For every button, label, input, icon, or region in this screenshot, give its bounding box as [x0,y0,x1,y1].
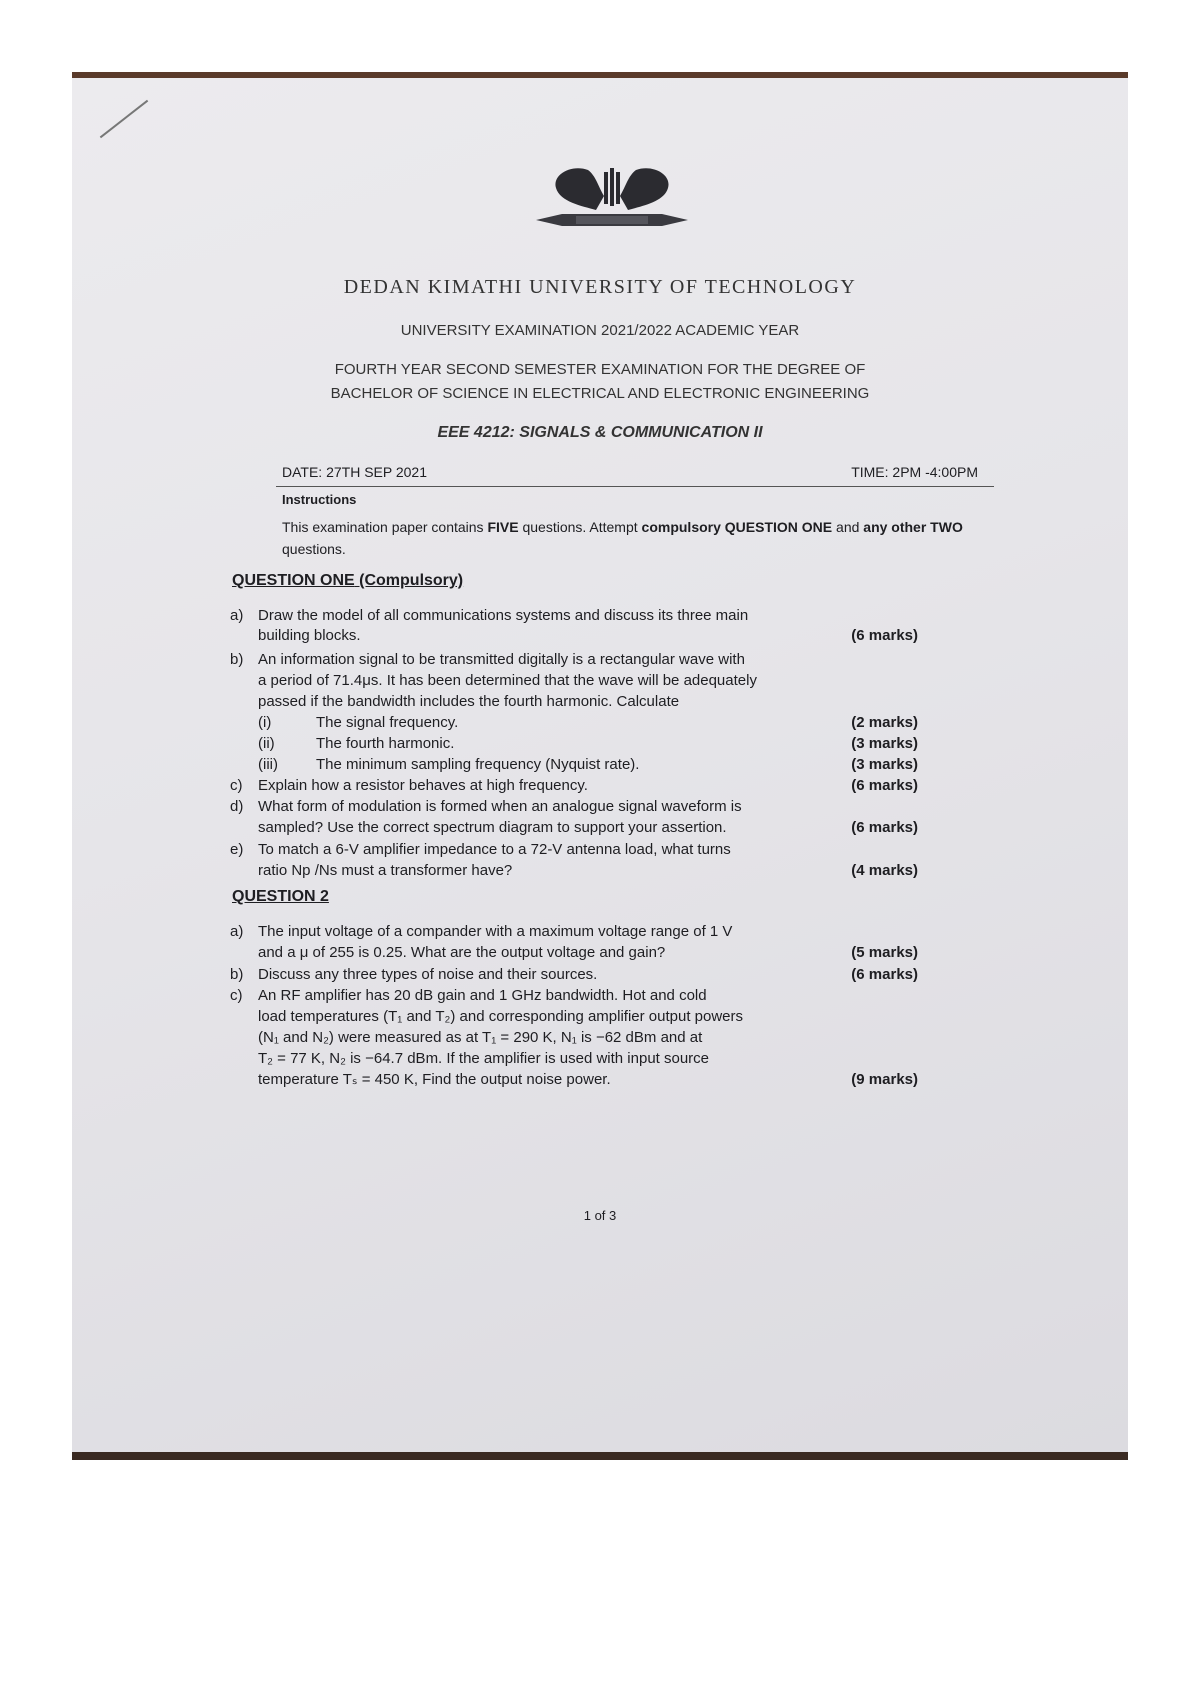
exam-date: DATE: 27TH SEP 2021 [282,464,427,480]
q1-part-b [72,650,1062,790]
subpart-text: The signal frequency. [316,714,459,731]
instr-part: questions. Attempt [518,519,642,535]
instr-bold: compulsory QUESTION ONE [641,519,833,535]
part-text: (N₁ and N₂) were measured as at T₁ = 290 K, N₁ is −62 dBm and at [258,1029,703,1046]
q2-part-a [72,922,1062,964]
question-subtitle: (Compulsory) [354,572,464,589]
subpart-label: (i) [258,714,272,731]
paper-crease [100,100,149,139]
instr-part: questions. [282,541,346,557]
degree-description [72,358,1128,406]
q1-part-e [72,840,1062,882]
q1-part-d [72,797,1062,839]
instr-bold: any other TWO [863,519,963,535]
part-text: The input voltage of a compander with a maximum voltage range of 1 V [258,923,733,940]
instructions-heading: Instructions [282,492,357,507]
exam-title: UNIVERSITY EXAMINATION 2021/2022 ACADEMIC YEAR [400,322,800,339]
part-text: Discuss any three types of noise and their sources. [258,966,598,983]
subpart-text: The minimum sampling frequency (Nyquist rate). [316,756,640,773]
subpart-label: (ii) [258,735,275,752]
q2-part-b [72,965,1062,985]
instr-part: and [832,519,864,535]
part-label: c) [230,987,243,1004]
q2-part-c [72,986,1062,1096]
part-text: Explain how a resistor behaves at high frequency. [258,777,588,794]
part-text: ratio Np /Ns must a transformer have? [258,862,513,879]
marks-label: (3 marks) [851,756,918,773]
part-text: load temperatures (T₁ and T₂) and corresponding amplifier output powers [258,1008,744,1025]
marks-label: (3 marks) [851,735,918,752]
exam-paper-photo [72,72,1128,1460]
marks-label: (6 marks) [851,966,918,983]
question-title: QUESTION ONE [232,572,355,589]
subpart-label: (iii) [258,756,278,773]
marks-label: (4 marks) [851,862,918,879]
course-title: EEE 4212: SIGNALS & COMMUNICATION II [437,424,763,441]
degree-line-1: FOURTH YEAR SECOND SEMESTER EXAMINATION FOR THE DEGREE OF [334,361,866,378]
question-two-heading: QUESTION 2 [232,888,329,905]
university-logo [532,160,692,240]
q1-part-c [72,776,1062,796]
instructions-text [282,516,982,560]
subpart-text: The fourth harmonic. [316,735,455,752]
university-name: DEDAN KIMATHI UNIVERSITY OF TECHNOLOGY [343,276,857,298]
part-text: and a μ of 255 is 0.25. What are the output voltage and gain? [258,944,666,961]
part-text: What form of modulation is formed when an analogue signal waveform is [258,798,742,815]
part-text: building blocks. [258,627,361,644]
part-label: d) [230,798,244,815]
part-text: To match a 6-V amplifier impedance to a 72-V antenna load, what turns [258,841,731,858]
q1-part-a [72,606,1062,646]
part-text: An RF amplifier has 20 dB gain and 1 GHz bandwidth. Hot and cold [258,987,707,1004]
part-text: sampled? Use the correct spectrum diagram to support your assertion. [258,819,727,836]
part-text: passed if the bandwidth includes the fourth harmonic. Calculate [258,693,680,710]
part-label: c) [230,777,243,794]
exam-time: TIME: 2PM -4:00PM [851,464,978,480]
marks-label: (2 marks) [851,714,918,731]
degree-line-2: BACHELOR OF SCIENCE IN ELECTRICAL AND ELECTRONIC ENGINEERING [330,385,870,402]
instr-part: This examination paper contains [282,519,488,535]
part-text: a period of 71.4μs. It has been determined that the wave will be adequately [258,672,757,689]
instr-bold: FIVE [487,519,519,535]
marks-label: (6 marks) [851,819,918,836]
part-label: a) [230,923,244,940]
part-text: Draw the model of all communications systems and discuss its three main [258,607,749,624]
marks-label: (6 marks) [851,627,918,644]
marks-label: (5 marks) [851,944,918,961]
question-one-heading [232,572,463,590]
part-text: An information signal to be transmitted digitally is a rectangular wave with [258,651,745,668]
part-text: T₂ = 77 K, N₂ is −64.7 dBm. If the amplifier is used with input source [258,1050,710,1067]
part-label: b) [230,651,244,668]
part-label: a) [230,607,244,624]
part-text: temperature Tₛ = 450 K, Find the output noise power. [258,1071,611,1088]
page-number: 1 of 3 [583,1208,617,1223]
marks-label: (6 marks) [851,777,918,794]
part-label: b) [230,966,244,983]
part-label: e) [230,841,244,858]
marks-label: (9 marks) [851,1071,918,1088]
header-divider [276,486,994,487]
